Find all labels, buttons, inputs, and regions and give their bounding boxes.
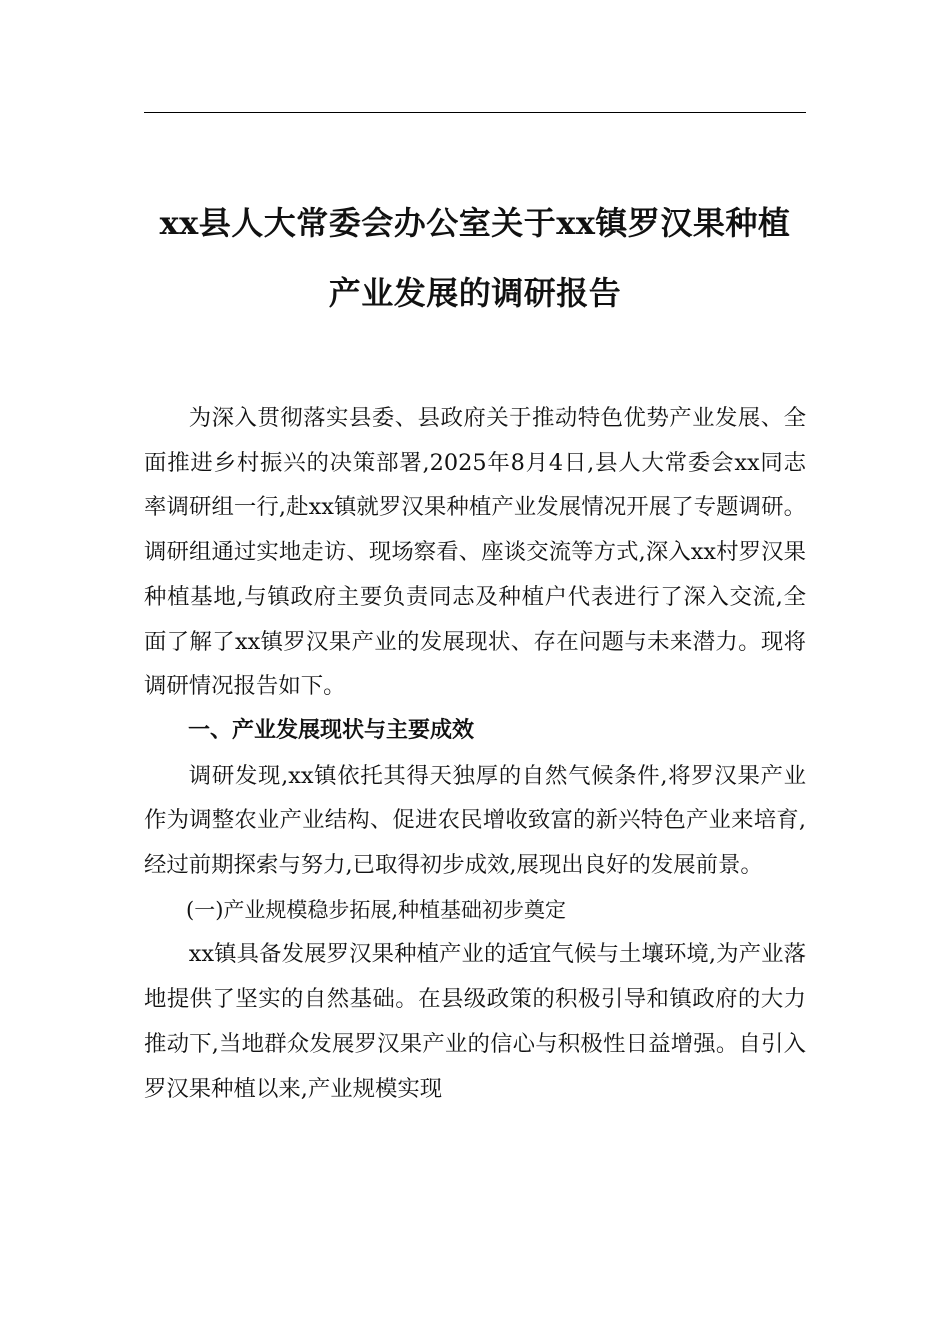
subsection-heading: (一)产业规模稳步拓展,种植基础初步奠定 [186,897,567,922]
subsection-paragraph: xx镇具备发展罗汉果种植产业的适宜气候与土壤环境,为产业落地提供了坚实的自然基础。在县级政策的积极引导和镇政府的大力推动下,当地群众发展罗汉果产业的信心与积极性日益增强。自引入罗汉果种植以来,产业规模实现 [144,941,806,1102]
header-rule [144,112,806,113]
document-body [144,396,806,1111]
section-heading: 一、产业发展现状与主要成效 [188,717,475,743]
document-title: xx县人大常委会办公室关于xx镇罗汉果种植产业发展的调研报告 [159,204,791,312]
intro-paragraph: 为深入贯彻落实县委、县政府关于推动特色优势产业发展、全面推进乡村振兴的决策部署,2025年8月4日,县人大常委会xx同志率调研组一行,赴xx镇就罗汉果种植产业发展情况开展了专题调研。调研组通过实地走访、现场察看、座谈交流等方式,深入xx村罗汉果种植基地,与镇政府主要负责同志及种植户代表进行了深入交流,全面了解了xx镇罗汉果产业的发展现状、存在问题与未来潜力。现将调研情况报告如下。 [144,405,806,700]
section-paragraph: 调研发现,xx镇依托其得天独厚的自然气候条件,将罗汉果产业作为调整农业产业结构、促进农民增收致富的新兴特色产业来培育,经过前期探索与努力,已取得初步成效,展现出良好的发展前景。 [144,762,806,879]
